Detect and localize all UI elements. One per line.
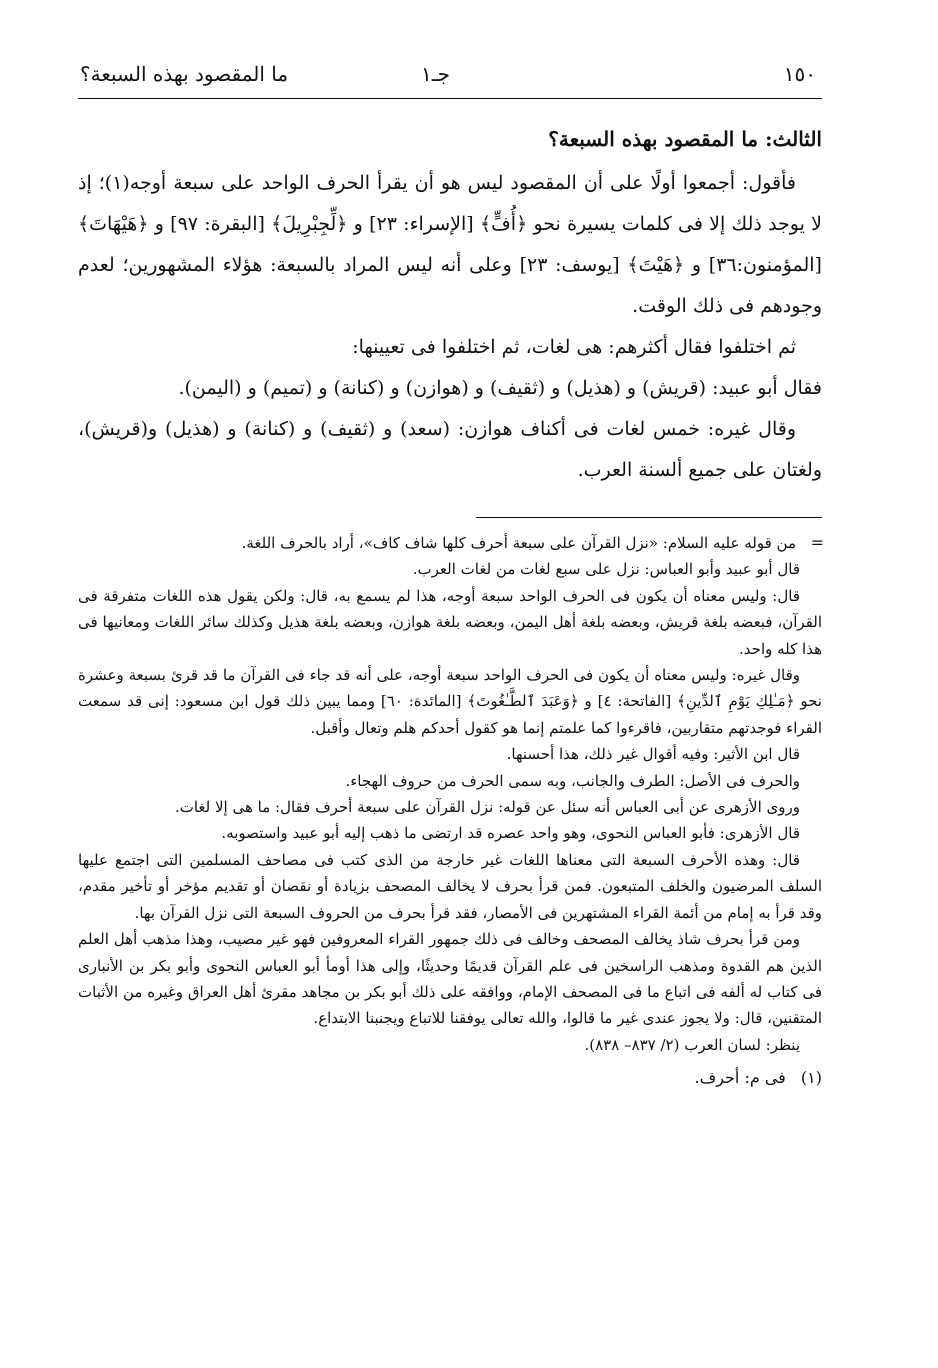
book-page — [78, 58, 822, 1358]
note-paragraph: ومن قرأ بحرف شاذ يخالف المصحف وخالف فى ذلك جمهور القراء المعروفين فهو غير مصيب، وهذا مذهب أهل العلم الذين هم القدوة ومذهب الراسخين فى علم القرآن قديمًا وحديثًا، وإلى هذا أومأ أبو العباس النحوى وأبو بكر بن الأنبارى فى كتاب له ألفه فى اتباع ما فى المصحف الإمام، ووافقه على ذلك أبو بكر بن مجاهد مقرئ أهل العراق وغيره من الأثبات المتقنين، قال: ولا يجوز عندى غير ما قالوا، والله تعالى يوفقنا للاتباع ويجنبنا الابتداع. — [78, 930, 822, 1028]
note-paragraph: ينظر: لسان العرب (٢/ ٨٣٧– ٨٣٨). — [584, 1035, 800, 1054]
running-title: ما المقصود بهذه السبعة؟ — [80, 62, 289, 86]
note-paragraph: من قوله عليه السلام: «نزل القرآن على سبعة أحرف كلها شاف كاف»، أراد بالحرف اللغة. — [241, 534, 796, 552]
note-paragraph: وروى الأزهرى عن أبى العباس أنه سئل عن قوله: نزل القرآن على سبعة أحرف فقال: ما هى إلا لغات. — [174, 798, 800, 817]
section-heading: الثالث: ما المقصود بهذه السبعة؟ — [548, 127, 822, 151]
note-paragraph: قال: وهذه الأحرف السبعة التى معناها اللغات غير خارجة من الذى كتب فى مصاحف المسلمين التى اجتمع عليها السلف المرضيون والخلف المتبعون. فمن قرأ بحرف لا يخالف المصحف بزيادة أو نقصان أو تقديم مؤخر أو تأخير مقدم، وقد قرأ به إمام من أئمة القراء المشتهرين فى الأمصار، فقد قرأ بحرف من الحروف السبعة التى نزل القرآن بها. — [78, 850, 822, 922]
footnote-number: (١) — [800, 1068, 822, 1088]
continuation-mark: = — [810, 533, 824, 552]
main-paragraph: ثم اختلفوا فقال أكثرهم: هى لغات، ثم اختلفوا فى تعيينها: — [352, 336, 796, 358]
note-paragraph: قال الأزهرى: فأبو العباس النحوى، وهو واحد عصره قد ارتضى ما ذهب إليه أبو عبيد واستصوبه. — [221, 824, 800, 843]
running-header — [78, 58, 822, 99]
note-paragraph: والحرف فى الأصل: الطرف والجانب، وبه سمى الحرف من حروف الهجاء. — [345, 771, 800, 790]
main-paragraph: فأقول: أجمعوا أولًا على أن المقصود ليس هو أن يقرأ الحرف الواحد على سبعة أوجه(١)؛ إذ لا يوجد ذلك إلا فى كلمات يسيرة نحو ﴿أُفٍّ﴾ [الإسراء: ٢٣] و ﴿لِّجِبْرِيلَ﴾ [البقرة: ٩٧] و ﴿هَيْهَاتَ﴾ [المؤمنون:٣٦] و ﴿هَيْتَ﴾ [يوسف: ٢٣] وعلى أنه ليس المراد بالسبعة: هؤلاء المشهورين؛ لعدم وجودهم فى ذلك الوقت. — [78, 172, 822, 317]
note-paragraph: قال ابن الأثير: وفيه أقوال غير ذلك، هذا أحسنها. — [506, 745, 800, 764]
note-paragraph: قال أبو عبيد وأبو العباس: نزل على سبع لغات من لغات العرب. — [412, 560, 800, 579]
note-paragraph: قال: وليس معناه أن يكون فى الحرف الواحد سبعة أوجه، هذا لم يسمع به، قال: ولكن يقول هذه اللغات متفرقة فى القرآن، فبعضه بلغة قريش، وبعضه بلغة أهل اليمن، وبعضه بلغة هوازن، وبعضه بلغة هذيل وكذلك سائر اللغات ومعانيها فى هذا كله واحد. — [78, 586, 822, 658]
footnotes-block — [78, 530, 822, 1058]
main-paragraph: وقال غيره: خمس لغات فى أكناف هوازن: (سعد) و (ثقيف) و (كنانة) و (هذيل) و(قريش)، ولغتان على جميع ألسنة العرب. — [78, 418, 822, 481]
main-paragraph: فقال أبو عبيد: (قريش) و (هذيل) و (ثقيف) و (هوازن) و (كنانة) و (تميم) و (اليمن). — [178, 377, 822, 399]
volume-label: جـ١ — [421, 62, 450, 86]
main-text — [78, 163, 822, 491]
footnote-separator — [476, 517, 822, 518]
page-number: ١٥٠ — [783, 62, 816, 86]
footnote-text: فى م: أحرف. — [694, 1068, 786, 1088]
note-paragraph: وقال غيره: وليس معناه أن يكون فى الحرف الواحد سبعة أوجه، على أنه قد جاء فى القرآن ما قد قرئ بسبعة وعشرة نحو ﴿مَـٰلِكِ يَوْمِ ٱلدِّينِ﴾ [الفاتحة: ٤] و ﴿وَعَبَدَ ٱلطَّـٰغُوتَ﴾ [المائدة: ٦٠] ومما يبين ذلك قول ابن مسعود: إنى قد سمعت القراء فوجدتهم متقاربين، فاقرءوا كما علمتم إنما هو كقول أحدكم هلم وتعال وأقبل. — [78, 666, 822, 737]
footnote-1 — [78, 1064, 822, 1092]
